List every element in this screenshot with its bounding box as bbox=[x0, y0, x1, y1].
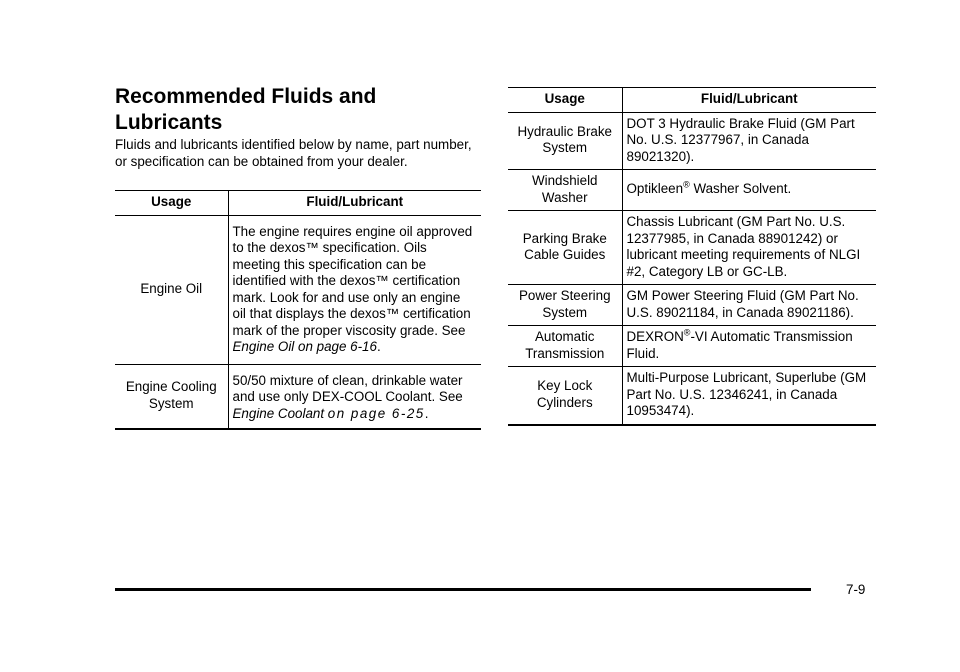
table-row bbox=[508, 112, 876, 170]
fluids-table-right bbox=[508, 87, 876, 426]
page-reference-link[interactable]: Engine Oil on page 6-16 bbox=[232, 339, 377, 354]
usage-cell: Power Steering System bbox=[508, 285, 622, 326]
usage-cell: Hydraulic Brake System bbox=[508, 112, 622, 170]
fluid-cell bbox=[228, 215, 481, 364]
intro-paragraph: Fluids and lubricants identified below by name, part number, or specification can be obtained from your dealer. bbox=[115, 137, 472, 169]
fluid-cell: DEXRON®-VI Automatic Transmission Fluid. bbox=[622, 326, 876, 367]
fluid-cell: GM Power Steering Fluid (GM Part No. U.S. 89021184, in Canada 89021186). bbox=[622, 285, 876, 326]
fluid-cell: Optikleen® Washer Solvent. bbox=[622, 170, 876, 211]
column-header-fluid: Fluid/Lubricant bbox=[622, 88, 876, 113]
usage-cell: Windshield Washer bbox=[508, 170, 622, 211]
usage-cell: Key Lock Cylinders bbox=[508, 367, 622, 425]
table-row bbox=[508, 211, 876, 285]
fluid-cell: Multi-Purpose Lubricant, Superlube (GM Part No. U.S. 12346241, in Canada 10953474). bbox=[622, 367, 876, 425]
column-header-usage: Usage bbox=[115, 191, 228, 216]
section-heading: Recommended Fluids and Lubricants bbox=[115, 85, 377, 134]
table-header-row bbox=[115, 191, 481, 216]
usage-cell: Engine Cooling System bbox=[115, 364, 228, 429]
footer-rule bbox=[115, 588, 811, 591]
usage-cell: Parking Brake Cable Guides bbox=[508, 211, 622, 285]
table-row bbox=[508, 326, 876, 367]
usage-cell: Automatic Transmission bbox=[508, 326, 622, 367]
table-row bbox=[508, 170, 876, 211]
registered-mark: ® bbox=[683, 327, 691, 338]
column-header-usage: Usage bbox=[508, 88, 622, 113]
fluid-text: The engine requires engine oil approved to the dexos™ specification. Oils meeting this specification can be identified with the dexos™ certification mark. Look for and use only an engine oil that displays the dexos™ certification mark of the proper viscosity grade. See bbox=[232, 223, 473, 338]
table-row bbox=[115, 364, 481, 429]
fluid-text: 50/50 mixture of clean, drinkable water and use only DEX-COOL Coolant. See bbox=[232, 372, 463, 404]
fluids-table-left bbox=[115, 190, 481, 430]
punctuation: . bbox=[376, 339, 381, 354]
fluid-cell bbox=[228, 364, 481, 429]
fluid-cell: Chassis Lubricant (GM Part No. U.S. 12377985, in Canada 88901242) or lubricant meeting requirements of NLGI #2, Category LB or GC-LB. bbox=[622, 211, 876, 285]
table-header-row bbox=[508, 88, 876, 113]
usage-cell: Engine Oil bbox=[115, 215, 228, 364]
table-row bbox=[508, 367, 876, 425]
punctuation: . bbox=[424, 405, 429, 421]
page-reference-link[interactable]: Engine Coolant on page 6-25 bbox=[232, 405, 425, 421]
column-header-fluid: Fluid/Lubricant bbox=[228, 191, 481, 216]
table-row bbox=[508, 285, 876, 326]
table-row bbox=[115, 215, 481, 364]
fluid-cell: DOT 3 Hydraulic Brake Fluid (GM Part No. U.S. 12377967, in Canada 89021320). bbox=[622, 112, 876, 170]
page-number: 7-9 bbox=[846, 582, 866, 597]
registered-mark: ® bbox=[683, 179, 690, 190]
